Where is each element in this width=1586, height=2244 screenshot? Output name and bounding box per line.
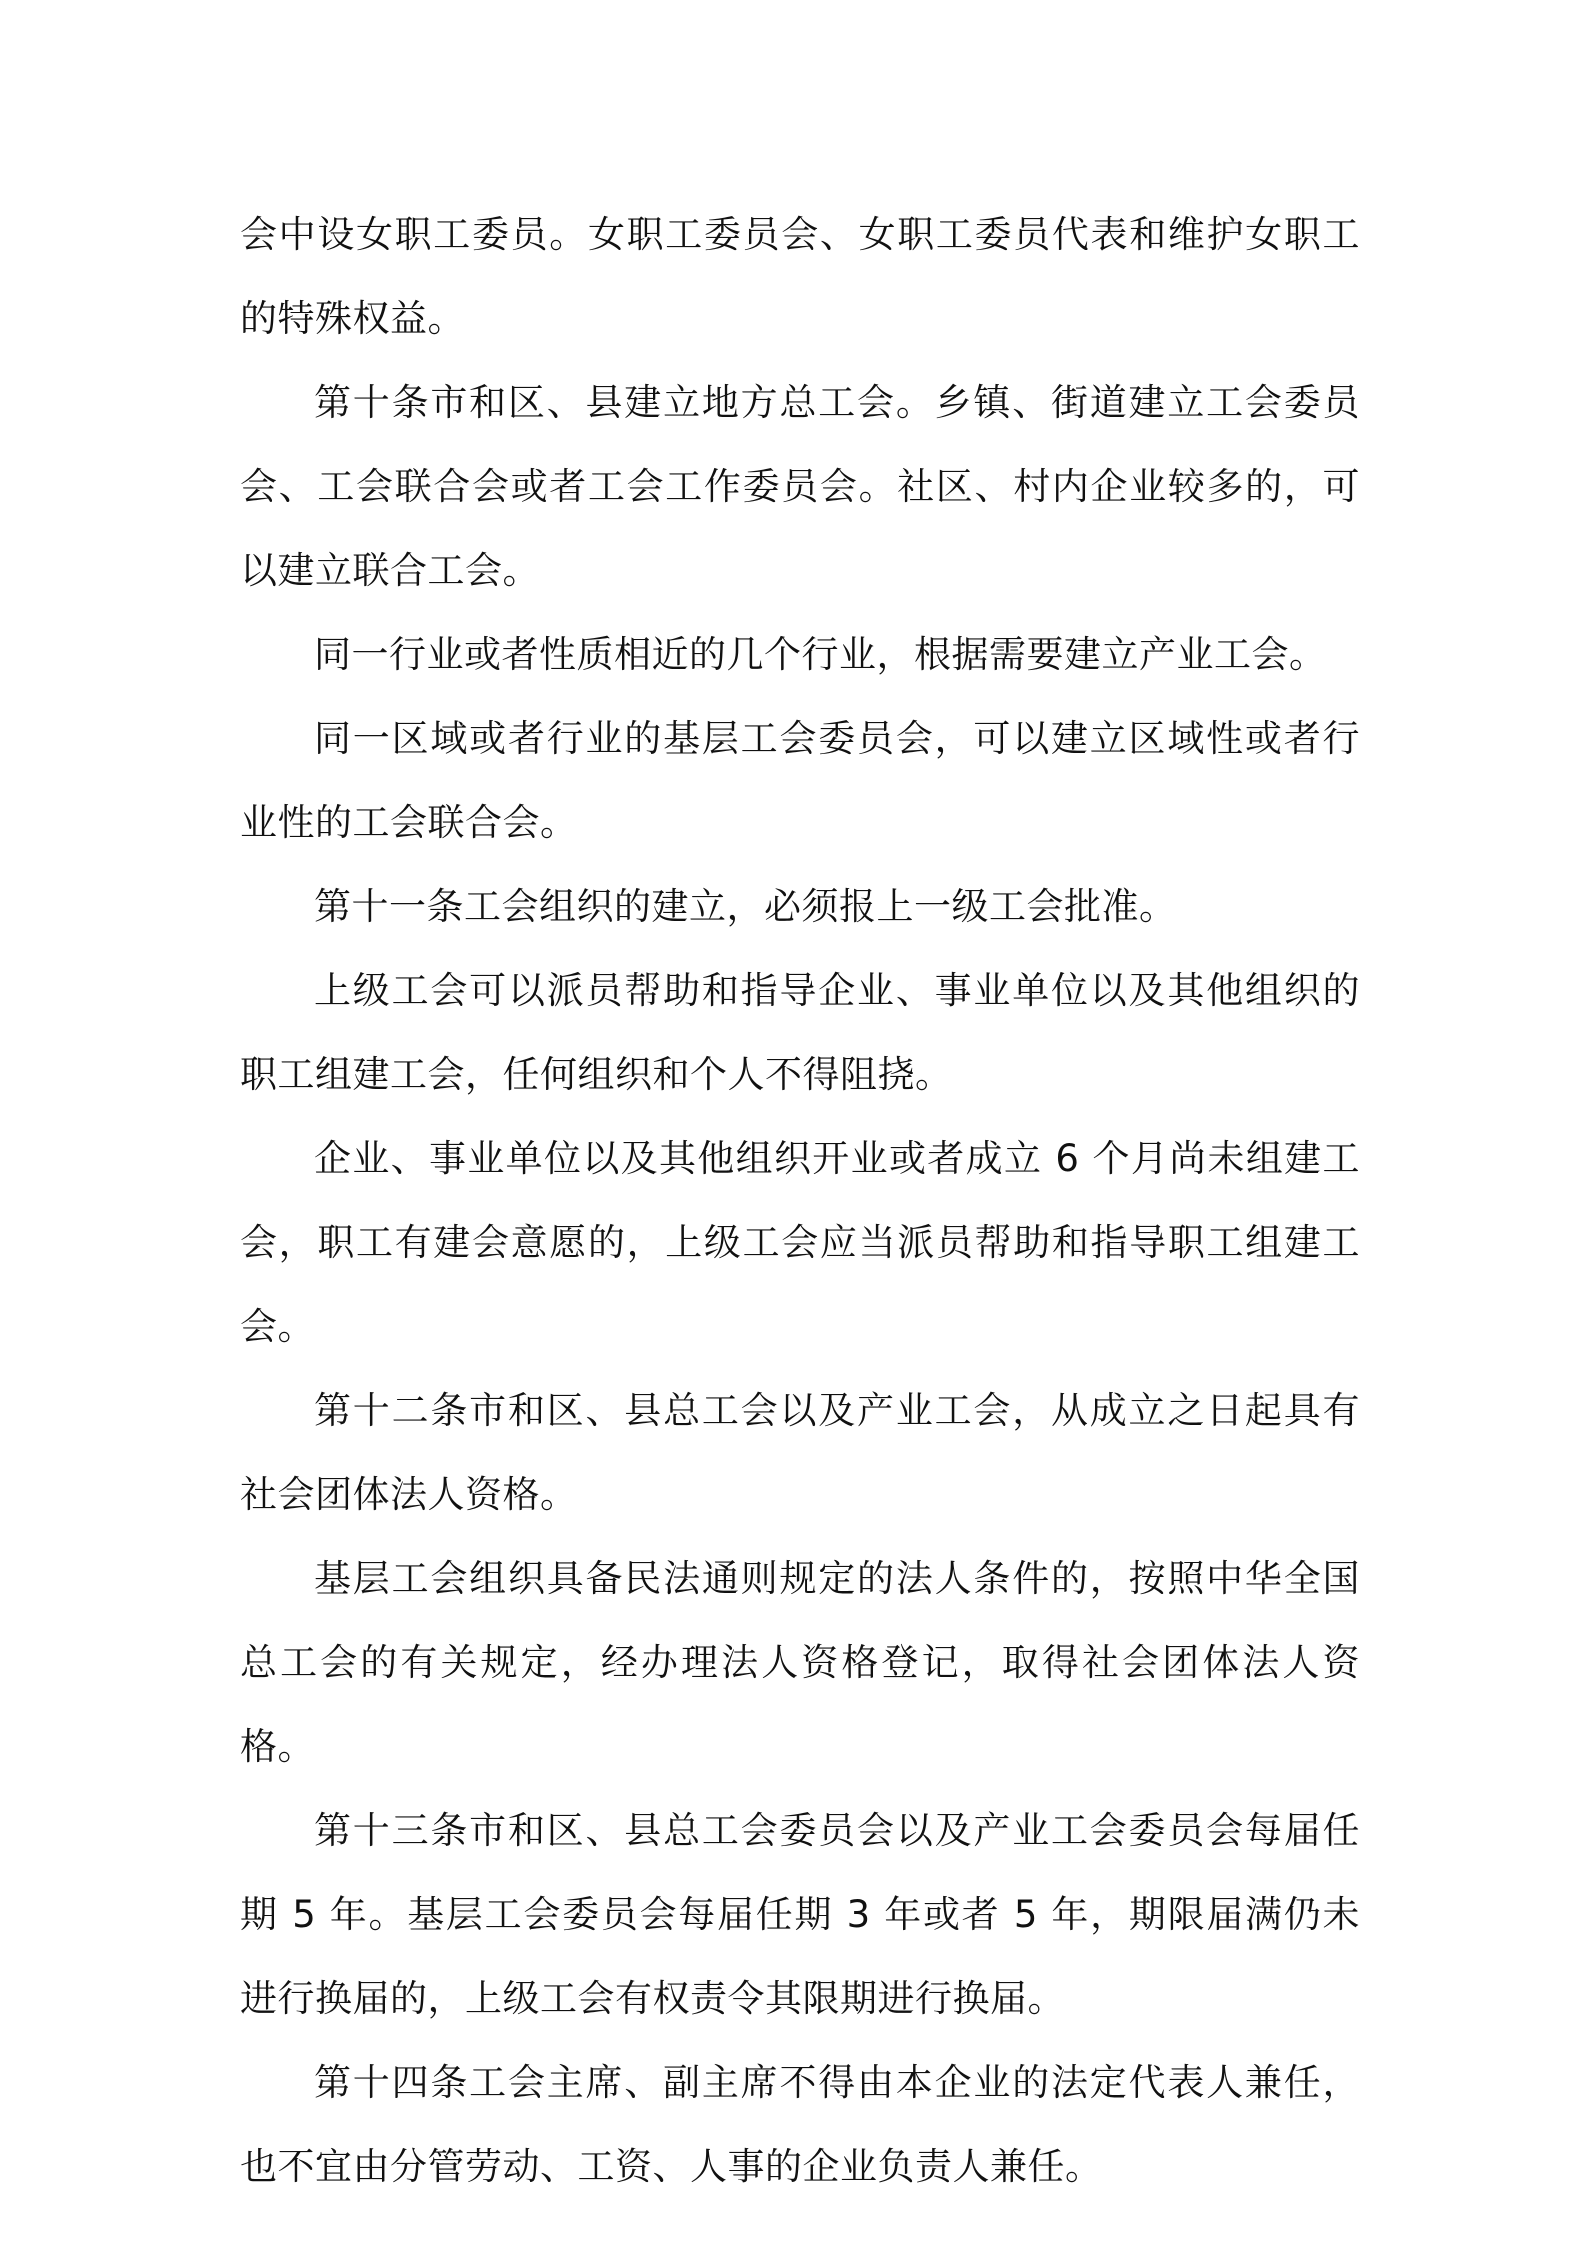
paragraph-9: 基层工会组织具备民法通则规定的法人条件的，按照中华全国总工会的有关规定，经办理法人资格登记，取得社会团体法人资格。 [240, 1557, 1360, 1768]
paragraph-1: 会中设女职工委员。女职工委员会、女职工委员代表和维护女职工的特殊权益。 [240, 213, 1360, 340]
paragraph-7: 企业、事业单位以及其他组织开业或者成立 6 个月尚未组建工会，职工有建会意愿的，上级工会应当派员帮助和指导职工组建工会。 [240, 1137, 1360, 1348]
document-body [240, 193, 1360, 2209]
paragraph-10: 第十三条市和区、县总工会委员会以及产业工会委员会每届任期 5 年。基层工会委员会每届任期 3 年或者 5 年，期限届满仍未进行换届的，上级工会有权责令其限期进行换届。 [240, 1809, 1360, 2020]
paragraph-6: 上级工会可以派员帮助和指导企业、事业单位以及其他组织的职工组建工会，任何组织和个人不得阻挠。 [240, 969, 1360, 1096]
paragraph-3: 同一行业或者性质相近的几个行业，根据需要建立产业工会。 [314, 633, 1327, 676]
paragraph-2: 第十条市和区、县建立地方总工会。乡镇、街道建立工会委员会、工会联合会或者工会工作委员会。社区、村内企业较多的，可以建立联合工会。 [240, 381, 1360, 592]
paragraph-8: 第十二条市和区、县总工会以及产业工会，从成立之日起具有社会团体法人资格。 [240, 1389, 1360, 1516]
paragraph-11: 第十四条工会主席、副主席不得由本企业的法定代表人兼任，也不宜由分管劳动、工资、人事的企业负责人兼任。 [240, 2061, 1360, 2188]
paragraph-5: 第十一条工会组织的建立，必须报上一级工会批准。 [314, 885, 1177, 928]
paragraph-4: 同一区域或者行业的基层工会委员会，可以建立区域性或者行业性的工会联合会。 [240, 717, 1360, 844]
